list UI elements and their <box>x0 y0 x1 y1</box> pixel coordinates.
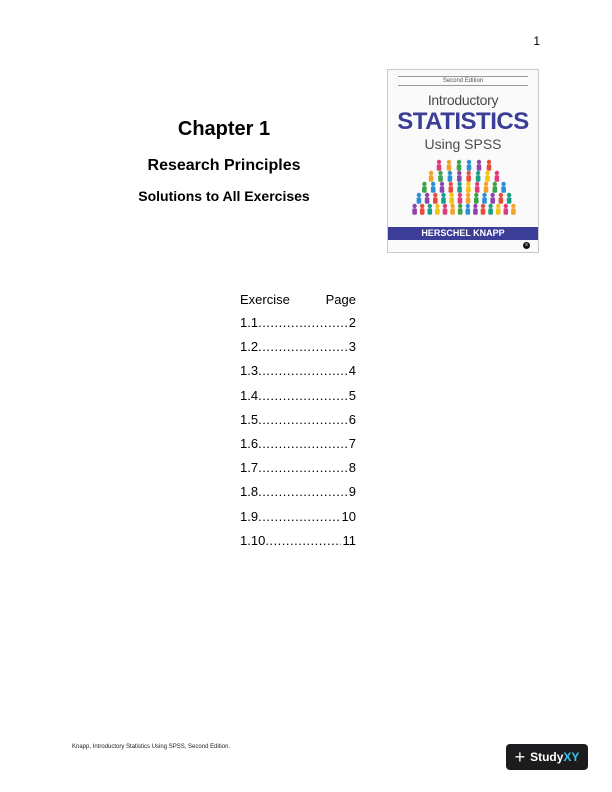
book-cover-image <box>387 69 539 253</box>
toc-header-page: Page <box>325 292 356 307</box>
toc-row <box>240 533 356 557</box>
toc-exercise-number: 1.3 <box>240 363 259 379</box>
studyxy-logo[interactable] <box>506 744 588 770</box>
toc-page-number: 6 <box>348 411 356 427</box>
brand-study: Study <box>530 750 564 764</box>
toc-page-number: 4 <box>348 363 356 379</box>
brand-xy: XY <box>563 750 580 764</box>
toc-dot-leader <box>258 388 347 412</box>
toc-dot-leader <box>258 460 347 484</box>
toc-row <box>240 315 356 339</box>
toc-dot-leader <box>258 436 347 460</box>
toc-page-number: 2 <box>348 315 356 330</box>
cover-title-line1: Introductory <box>427 92 499 108</box>
toc-dot-leader <box>258 412 347 436</box>
toc-row <box>240 460 356 484</box>
toc-rows <box>240 315 356 557</box>
toc-page-number: 3 <box>348 339 356 355</box>
toc-page-number: 7 <box>348 435 356 451</box>
toc-page-number: 9 <box>348 484 356 500</box>
toc-page-number: 5 <box>348 387 356 403</box>
toc-dot-leader <box>258 315 347 339</box>
toc-exercise-number: 1.4 <box>240 387 259 403</box>
cover-title-line3: Using SPSS <box>424 136 502 152</box>
cover-title-line2: STATISTICS <box>397 108 529 135</box>
cover-author: HERSCHEL KNAPP <box>388 227 538 240</box>
cover-figures-illustration <box>388 152 539 224</box>
toc-exercise-number: 1.7 <box>240 460 259 476</box>
chapter-title: Chapter 1 <box>177 118 271 140</box>
subtitle: Solutions to All Exercises <box>138 188 310 204</box>
toc-dot-leader <box>258 484 347 508</box>
toc-row <box>240 484 356 508</box>
toc-dot-leader <box>265 533 340 557</box>
footer-note: Knapp, Introductory Statistics Using SPSS, Second Edition. <box>72 744 231 750</box>
toc-dot-leader <box>258 339 347 363</box>
toc-row <box>240 509 356 533</box>
toc-page-number: 11 <box>342 532 356 548</box>
section-title: Research Principles <box>147 157 301 174</box>
toc-row <box>240 412 356 436</box>
cover-edition: Second Edition <box>398 76 528 86</box>
publisher-logo-icon: s <box>523 242 530 249</box>
toc-exercise-number: 1.5 <box>240 411 259 427</box>
toc-row <box>240 339 356 363</box>
toc-row <box>240 363 356 387</box>
toc-exercise-number: 1.9 <box>240 508 259 524</box>
page-number: 1 <box>533 34 540 48</box>
toc-dot-leader <box>258 363 347 387</box>
plus-icon: + <box>514 747 526 767</box>
toc-row <box>240 436 356 460</box>
toc-page-number: 10 <box>341 508 356 524</box>
toc-page-number: 8 <box>348 460 356 476</box>
toc-dot-leader <box>258 509 339 533</box>
toc-header <box>240 292 356 315</box>
table-of-contents <box>240 292 356 557</box>
toc-exercise-number: 1.10 <box>240 532 266 548</box>
toc-exercise-number: 1.2 <box>240 339 259 355</box>
toc-exercise-number: 1.1 <box>240 315 259 330</box>
toc-exercise-number: 1.8 <box>240 484 259 500</box>
toc-row <box>240 388 356 412</box>
toc-exercise-number: 1.6 <box>240 435 259 451</box>
toc-header-exercise: Exercise <box>240 292 290 307</box>
